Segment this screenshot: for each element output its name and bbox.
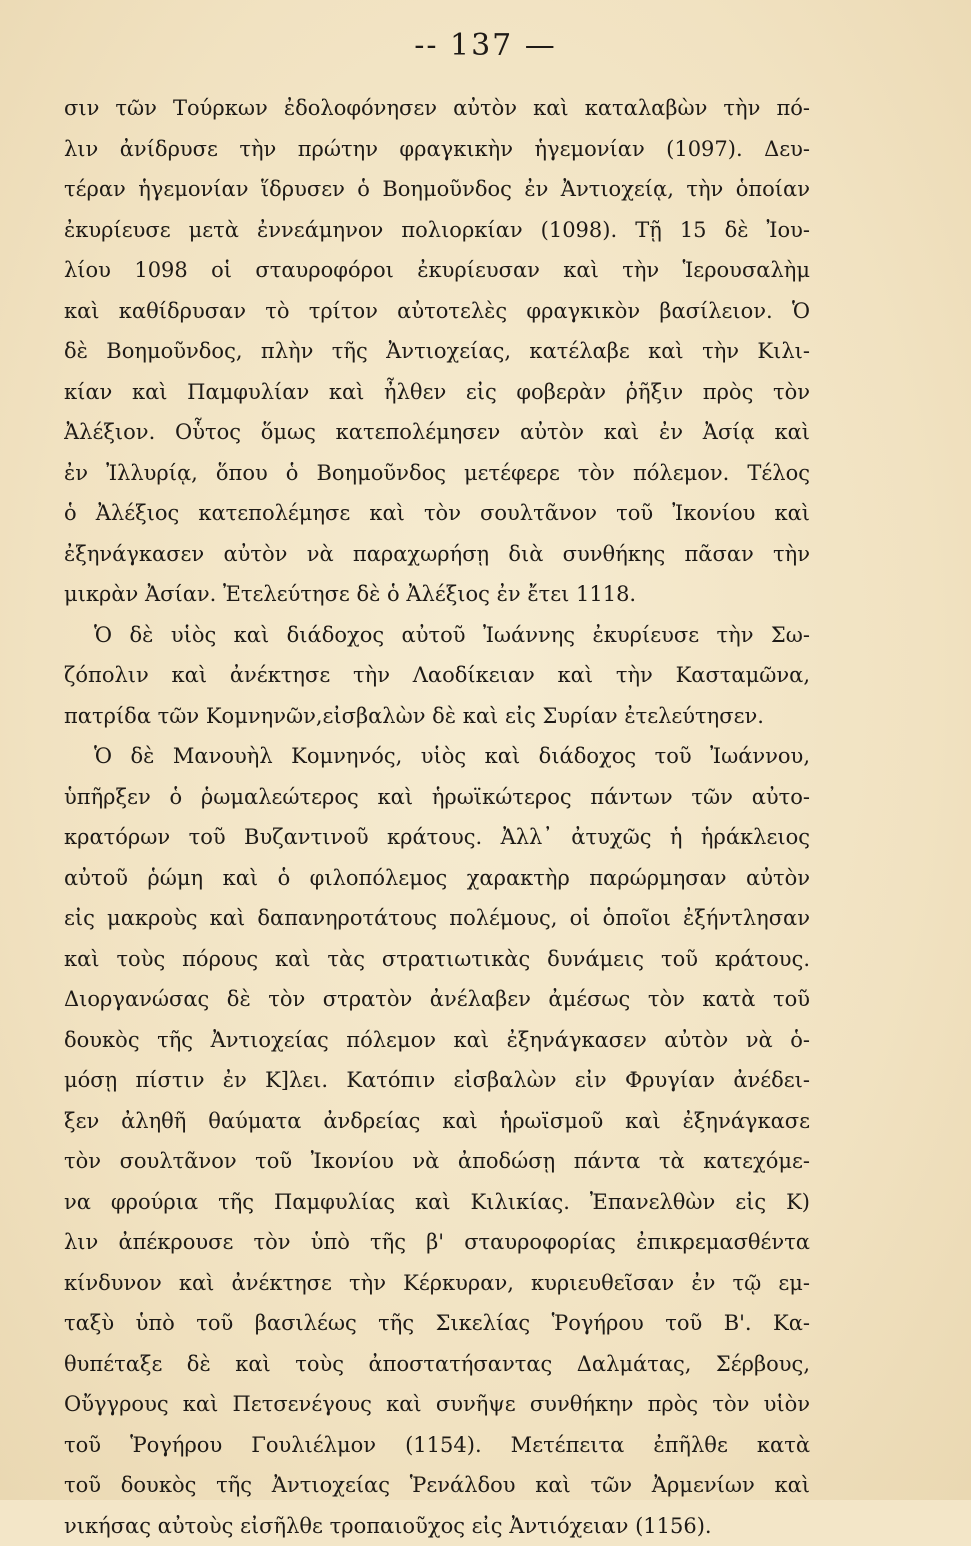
text-line: ὑπῆρξεν ὁ ῥωμαλεώτερος καὶ ἡρωϊκώτερος πάντων τῶν αὐτο- [64,777,810,818]
text-line: να φρούρια τῆς Παμφυλίας καὶ Κιλικίας. Ἐπανελθὼν εἰς Κ) [64,1182,810,1223]
text-line: ζόπολιν καὶ ἀνέκτησε τὴν Λαοδίκειαν καὶ τὴν Κασταμῶνα, [64,655,810,696]
text-line: Οὔγγρους καὶ Πετσενέγους καὶ συνῆψε συνθήκην πρὸς τὸν υἱὸν [64,1384,810,1425]
text-line: καὶ τοὺς πόρους καὶ τὰς στρατιωτικὰς δυνάμεις τοῦ κράτους. [64,939,810,980]
text-line: κρατόρων τοῦ Βυζαντινοῦ κράτους. Ἀλλ᾽ ἀτυχῶς ἡ ἡράκλειος [64,817,810,858]
text-line: ταξὺ ὑπὸ τοῦ βασιλέως τῆς Σικελίας Ῥογήρου τοῦ Β'. Κα- [64,1303,810,1344]
text-line: καὶ καθίδρυσαν τὸ τρίτον αὐτοτελὲς φραγκικὸν βασίλειον. Ὁ [64,291,810,332]
text-line: μόσῃ πίστιν ἐν Κ]λει. Κατόπιν εἰσβαλὼν εἰν Φρυγίαν ἀνέδει- [64,1060,810,1101]
text-line: εἰς μακροὺς καὶ δαπανηροτάτους πολέμους, οἱ ὁποῖοι ἐξήντλησαν [64,898,810,939]
text-line: τοῦ δουκὸς τῆς Ἀντιοχείας Ῥενάλδου καὶ τῶν Ἀρμενίων καὶ [64,1465,810,1506]
text-line: ἐξηνάγκασεν αὐτὸν νὰ παραχωρήσῃ διὰ συνθήκης πᾶσαν τὴν [64,534,810,575]
page-number: -- 137 — [0,28,971,63]
text-line: δουκὸς τῆς Ἀντιοχείας πόλεμον καὶ ἐξηνάγκασεν αὐτὸν νὰ ὁ- [64,1020,810,1061]
text-line: μικρὰν Ἀσίαν. Ἐτελεύτησε δὲ ὁ Ἀλέξιος ἐν ἔτει 1118. [64,574,810,615]
text-line: λίου 1098 οἱ σταυροφόροι ἐκυρίευσαν καὶ τὴν Ἱερουσαλὴμ [64,250,810,291]
text-line: λιν ἀπέκρουσε τὸν ὑπὸ τῆς β' σταυροφορίας ἐπικρεμασθέντα [64,1222,810,1263]
text-line: ἐν Ἰλλυρίᾳ, ὅπου ὁ Βοημοῦνδος μετέφερε τὸν πόλεμον. Τέλος [64,453,810,494]
body-text [64,88,810,1546]
text-line: σιν τῶν Τούρκων ἐδολοφόνησεν αὐτὸν καὶ καταλαβὼν τὴν πό- [64,88,810,129]
text-line: ἐκυρίευσε μετὰ ἐννεάμηνον πολιορκίαν (1098). Τῇ 15 δὲ Ἰου- [64,210,810,251]
text-line: κίνδυνον καὶ ἀνέκτησε τὴν Κέρκυραν, κυριευθεῖσαν ἐν τῷ εμ- [64,1263,810,1304]
text-line: Ὁ δὲ υἱὸς καὶ διάδοχος αὐτοῦ Ἰωάννης ἐκυρίευσε τὴν Σω- [64,615,810,656]
text-line: αὐτοῦ ῥώμη καὶ ὁ φιλοπόλεμος χαρακτὴρ παρώρμησαν αὐτὸν [64,858,810,899]
text-line: πατρίδα τῶν Κομνηνῶν,εἰσβαλὼν δὲ καὶ εἰς Συρίαν ἐτελεύτησεν. [64,696,810,737]
text-line: τοῦ Ῥογήρου Γουλιέλμον (1154). Μετέπειτα ἐπῆλθε κατὰ [64,1425,810,1466]
text-line: Διοργανώσας δὲ τὸν στρατὸν ἀνέλαβεν ἀμέσως τὸν κατὰ τοῦ [64,979,810,1020]
text-line: τὸν σουλτᾶνον τοῦ Ἰκονίου νὰ ἀποδώσῃ πάντα τὰ κατεχόμε- [64,1141,810,1182]
text-line: λιν ἀνίδρυσε τὴν πρώτην φραγκικὴν ἡγεμονίαν (1097). Δευ- [64,129,810,170]
text-line: Ἀλέξιον. Οὗτος ὅμως κατεπολέμησεν αὐτὸν καὶ ἐν Ἀσίᾳ καὶ [64,412,810,453]
text-line: ὁ Ἀλέξιος κατεπολέμησε καὶ τὸν σουλτᾶνον τοῦ Ἰκονίου καὶ [64,493,810,534]
text-line: θυπέταξε δὲ καὶ τοὺς ἀποστατήσαντας Δαλμάτας, Σέρβους, [64,1344,810,1385]
text-line: ξεν ἀληθῆ θαύματα ἀνδρείας καὶ ἡρωϊσμοῦ καὶ ἐξηνάγκασε [64,1101,810,1142]
text-line: δὲ Βοημοῦνδος, πλὴν τῆς Ἀντιοχείας, κατέλαβε καὶ τὴν Κιλι- [64,331,810,372]
text-line: κίαν καὶ Παμφυλίαν καὶ ἦλθεν εἰς φοβερὰν ῥῆξιν πρὸς τὸν [64,372,810,413]
text-line: νικήσας αὐτοὺς εἰσῆλθε τροπαιοῦχος εἰς Ἀντιόχειαν (1156). [64,1506,810,1546]
text-line: Ὁ δὲ Μανουὴλ Κομνηνός, υἱὸς καὶ διάδοχος τοῦ Ἰωάννου, [64,736,810,777]
text-line: τέραν ἡγεμονίαν ἵδρυσεν ὁ Βοημοῦνδος ἐν Ἀντιοχείᾳ, τὴν ὁποίαν [64,169,810,210]
